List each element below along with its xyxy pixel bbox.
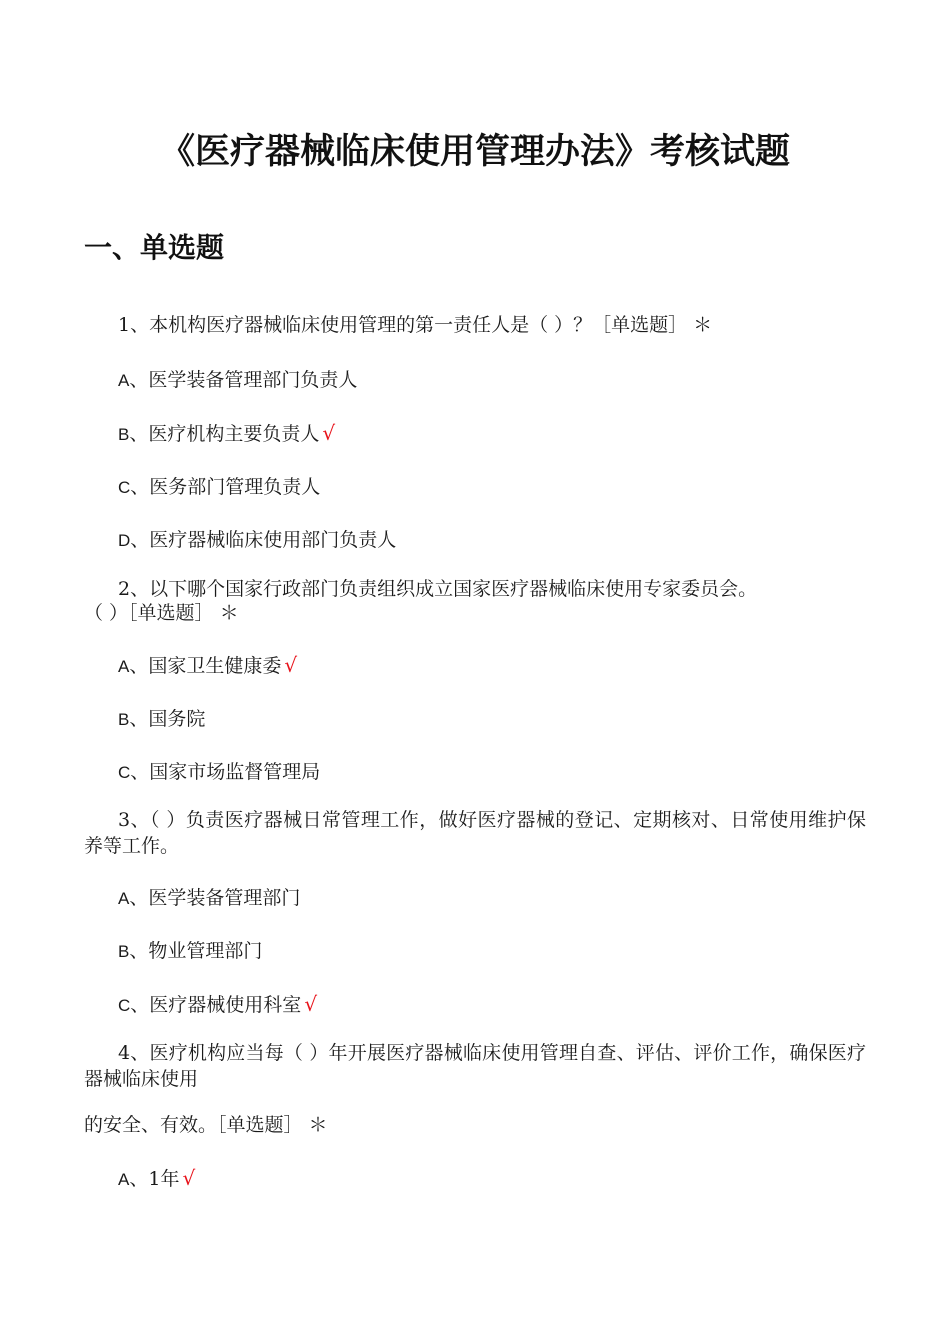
question-1-option-c[interactable]: [118, 474, 320, 501]
option-letter: B: [118, 710, 130, 729]
option-separator: 、: [129, 1168, 149, 1190]
section-heading: 一、单选题: [84, 231, 225, 264]
option-text: 国家市场监督管理局: [149, 761, 321, 783]
option-text: 医疗器械临床使用部门负责人: [149, 529, 397, 551]
option-separator: 、: [130, 761, 150, 783]
option-text: 医疗机构主要负责人: [148, 423, 320, 445]
option-letter: B: [118, 425, 130, 444]
question-3-option-c[interactable]: [118, 991, 317, 1019]
option-letter: C: [118, 996, 131, 1015]
option-letter: A: [118, 889, 130, 908]
option-letter: C: [118, 478, 131, 497]
question-2-text: 2、以下哪个国家行政部门负责组织成立国家医疗器械临床使用专家委员会。: [118, 578, 758, 600]
option-text: 医学装备管理部门负责人: [148, 369, 358, 391]
correct-check-icon: √: [304, 992, 318, 1016]
document-title: 《医疗器械临床使用管理办法》考核试题: [159, 132, 790, 172]
question-3-option-b[interactable]: [118, 938, 262, 965]
option-separator: 、: [129, 369, 149, 391]
option-letter: B: [118, 942, 130, 961]
option-text: 国务院: [148, 708, 206, 730]
question-1-option-a[interactable]: [118, 367, 357, 394]
correct-check-icon: √: [322, 421, 336, 445]
option-separator: 、: [129, 423, 149, 445]
question-2-option-a[interactable]: [118, 652, 297, 680]
option-letter: D: [118, 531, 131, 550]
question-3-option-a[interactable]: [118, 885, 300, 912]
option-text: 医务部门管理负责人: [149, 476, 321, 498]
option-text: 1年: [148, 1168, 180, 1190]
option-letter: A: [118, 371, 130, 390]
option-letter: A: [118, 1170, 130, 1189]
option-separator: 、: [129, 708, 149, 730]
option-separator: 、: [130, 476, 150, 498]
option-separator: 、: [129, 940, 149, 962]
question-1-option-d[interactable]: [118, 527, 396, 554]
option-text: 医学装备管理部门: [148, 887, 301, 909]
option-separator: 、: [129, 887, 149, 909]
option-text: 医疗器械使用科室: [149, 994, 302, 1016]
question-4-option-a[interactable]: [118, 1165, 195, 1193]
question-3-text: 3、（ ）负责医疗器械日常管理工作，做好医疗器械的登记、定期核对、日常使用维护保养等工作。: [84, 809, 866, 857]
option-separator: 、: [130, 529, 150, 551]
option-separator: 、: [130, 994, 150, 1016]
option-letter: C: [118, 763, 131, 782]
option-separator: 、: [129, 655, 149, 677]
question-4-text: 4、医疗机构应当每（ ）年开展医疗器械临床使用管理自查、评估、评价工作，确保医疗器械临床使用: [84, 1042, 866, 1090]
correct-check-icon: √: [182, 1166, 196, 1190]
option-letter: A: [118, 657, 130, 676]
question-1-option-b[interactable]: [118, 420, 335, 448]
question-2-option-b[interactable]: [118, 706, 205, 733]
question-1-text: 1、本机构医疗器械临床使用管理的第一责任人是（ ）？［单选题］ ＊: [118, 314, 713, 336]
option-text: 国家卫生健康委: [148, 655, 282, 677]
question-2-option-c[interactable]: [118, 759, 320, 786]
question-4-text-continued: 的安全、有效。［单选题］ ＊: [84, 1114, 328, 1136]
correct-check-icon: √: [284, 653, 298, 677]
question-2-text-continued: （ ）［单选题］ ＊: [84, 602, 239, 624]
option-text: 物业管理部门: [148, 940, 263, 962]
